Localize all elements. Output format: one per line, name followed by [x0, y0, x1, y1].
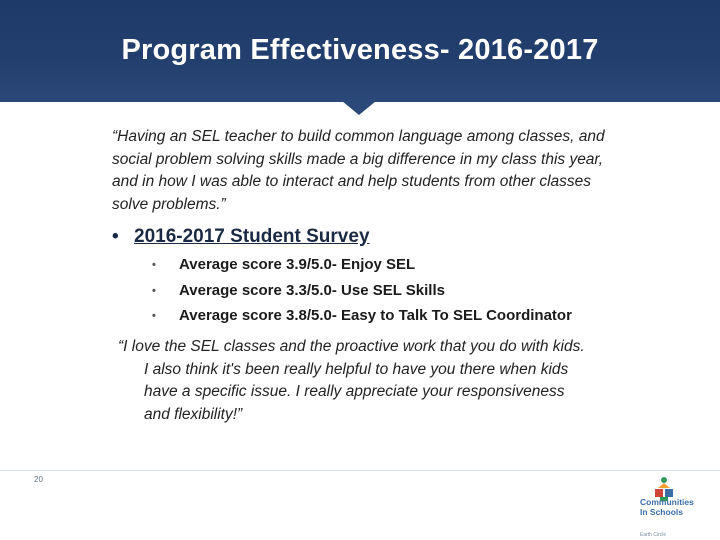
- banner-notch: [342, 101, 376, 115]
- communities-in-schools-logo: [632, 476, 710, 540]
- survey-result-enjoy: Average score 3.9/5.0- Enjoy SEL: [179, 256, 416, 273]
- list-item: [152, 305, 572, 331]
- quote-line: have a specific issue. I really appreciate your responsiveness: [144, 383, 565, 400]
- sub-bullet-dot: •: [152, 284, 156, 297]
- survey-heading: 2016-2017 Student Survey: [134, 226, 370, 247]
- logo-line2: In Schools: [640, 506, 683, 517]
- logo-line1: Communities: [640, 497, 694, 507]
- survey-result-talk: Average score 3.8/5.0- Easy to Talk To SEL Coordinator: [179, 307, 572, 324]
- page-number: 20: [34, 475, 43, 484]
- sub-bullet-dot: •: [152, 310, 156, 322]
- list-item: [152, 254, 572, 280]
- student-quote: [118, 336, 618, 426]
- teacher-quote: “Having an SEL teacher to build common language among classes, and social problem solving skills made a big difference in my class this year, and in how I was able to interact and help students from other classes solve problems.”: [112, 128, 605, 213]
- slide-title: Program Effectiveness- 2016-2017: [121, 34, 599, 66]
- title-banner: [0, 0, 720, 102]
- logo-subtitle: Earth Circle: [640, 532, 667, 538]
- survey-result-use: Average score 3.3/5.0- Use SEL Skills: [179, 281, 445, 299]
- survey-results-list: [152, 254, 572, 331]
- quote-line: I also think it's been really helpful to have you there when kids: [144, 360, 569, 378]
- list-item: [152, 280, 572, 306]
- quote-line: and flexibility!”: [144, 405, 243, 423]
- sub-bullet-dot: •: [152, 259, 156, 271]
- logo-wordmark: [640, 498, 694, 517]
- footer-divider: [0, 470, 720, 471]
- bullet-dot: •: [112, 226, 119, 247]
- quote-line: “I love the SEL classes and the proactive work that you do with kids.: [118, 338, 585, 355]
- survey-bullet: [112, 226, 370, 248]
